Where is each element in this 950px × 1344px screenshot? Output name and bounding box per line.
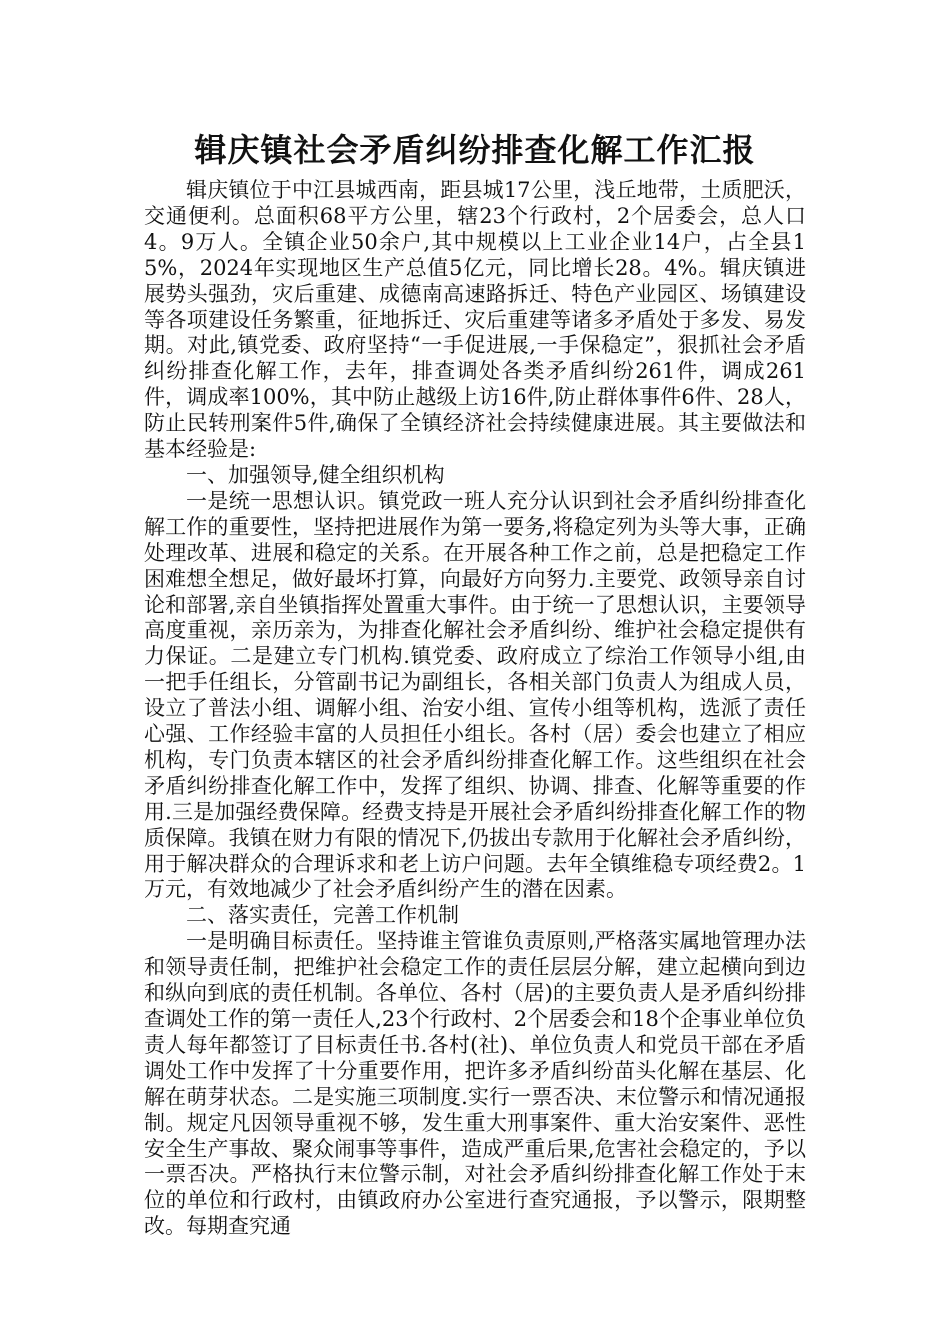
document-page	[144, 128, 806, 1240]
section-heading-2: 二、落实责任，完善工作机制	[186, 903, 459, 928]
document-title: 辑庆镇社会矛盾纠纷排查化解工作汇报	[194, 131, 756, 169]
section-2-body: 一是明确目标责任。坚持谁主管谁负责原则,严格落实属地管理办法和领导责任制，把维护社会稳定工作的责任层层分解，建立起横向到边和纵向到底的责任机制。各单位、各村（居)的主要负责人是矛盾纠纷排查调处工作的第一责任人,23个行政村、2个居委会和18个企事业单位负责人每年都签订了目标责任书.各村(社)、单位负责人和党员干部在矛盾调处工作中发挥了十分重要作用，把许多矛盾纠纷苗头化解在基层、化解在萌芽状态。二是实施三项制度.实行一票否决、末位警示和情况通报制。规定凡因领导重视不够，发生重大刑事案件、重大治安案件、恶性安全生产事故、聚众闹事等事件，造成严重后果,危害社会稳定的，予以一票否决。严格执行末位警示制，对社会矛盾纠纷排查化解工作处于末位的单位和行政村，由镇政府办公室进行查究通报，予以警示，限期整改。每期查究通	[144, 929, 806, 1239]
intro-paragraph: 辑庆镇位于中江县城西南，距县城17公里，浅丘地带，土质肥沃，交通便利。总面积68平方公里，辖23个行政村，2个居委会，总人口4。9万人。全镇企业50余户,其中规模以上工业企业14户，占全县15%，2024年实现地区生产总值5亿元，同比增长28。4%。辑庆镇进展势头强劲，灾后重建、成德南高速路拆迁、特色产业园区、场镇建设等各项建设任务繁重，征地拆迁、灾后重建等诸多矛盾处于多发、易发期。对此,镇党委、政府坚持“一手促进展,一手保稳定”，狠抓社会矛盾纠纷排查化解工作，去年，排查调处各类矛盾纠纷261件，调成261件，调成率100%，其中防止越级上访16件,防止群体事件6件、28人，防止民转刑案件5件,确保了全镇经济社会持续健康进展。其主要做法和基本经验是:	[144, 178, 806, 462]
section-heading-1: 一、加强领导,健全组织机构	[186, 462, 445, 487]
section-1-body: 一是统一思想认识。镇党政一班人充分认识到社会矛盾纠纷排查化解工作的重要性，坚持把进展作为第一要务,将稳定列为头等大事，正确处理改革、进展和稳定的关系。在开展各种工作之前，总是把稳定工作困难想全想足，做好最坏打算，向最好方向努力.主要党、政领导亲自讨论和部署,亲自坐镇指挥处置重大事件。由于统一了思想认识，主要领导高度重视，亲历亲为，为排查化解社会矛盾纠纷、维护社会稳定提供有力保证。二是建立专门机构.镇党委、政府成立了综治工作领导小组,由一把手任组长，分管副书记为副组长，各相关部门负责人为组成人员，设立了普法小组、调解小组、治安小组、宣传小组等机构，选派了责任心强、工作经验丰富的人员担任小组长。各村（居）委会也建立了相应机构，专门负责本辖区的社会矛盾纠纷排查化解工作。这些组织在社会矛盾纠纷排查化解工作中，发挥了组织、协调、排查、化解等重要的作用.三是加强经费保障。经费支持是开展社会矛盾纠纷排查化解工作的物质保障。我镇在财力有限的情况下,仍拔出专款用于化解社会矛盾纠纷，用于解决群众的合理诉求和老上访户问题。去年全镇维稳专项经费2。1万元，有效地减少了社会矛盾纠纷产生的潜在因素。	[144, 488, 806, 902]
